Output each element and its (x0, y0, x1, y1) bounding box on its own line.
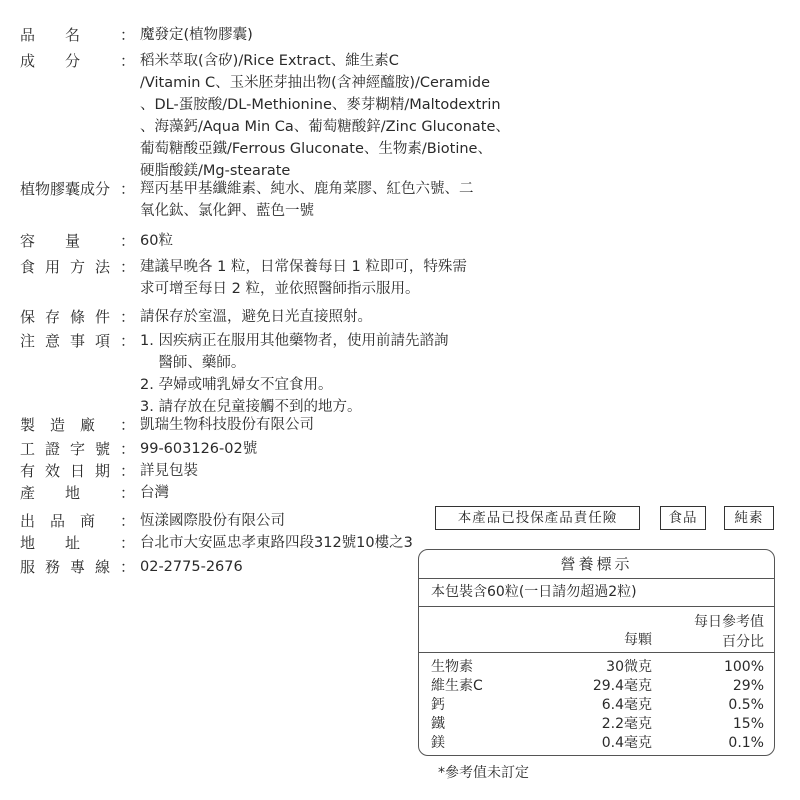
nutrient-amount: 2.2毫克 (601, 716, 652, 732)
insurance-badge: 本產品已投保產品責任險 (435, 506, 640, 530)
spec-distributor-value: 恆漾國際股份有限公司 (140, 513, 285, 529)
spec-capsule-line: 羥丙基甲基纖維素、純水、鹿角菜膠、紅色六號、二 (140, 181, 474, 197)
nutrient-pct: 100% (723, 659, 764, 675)
spec-ingredients-line: 、海藻鈣/Aqua Min Ca、葡萄糖酸鋅/Zinc Gluconate、 (140, 119, 510, 135)
spec-ingredients-line: 硬脂酸鎂/Mg-stearate (140, 163, 291, 179)
spec-address-value: 台北市大安區忠孝東路四段312號10樓之3 (140, 535, 413, 551)
spec-colon: ： (120, 558, 136, 576)
nutrient-amount: 0.4毫克 (601, 735, 652, 751)
spec-expiry-label: 有效日期 (20, 462, 121, 480)
nutrient-pct: 15% (732, 716, 764, 732)
nutrient-name: 鎂 (431, 735, 445, 751)
spec-product-label: 品 名 (20, 26, 81, 44)
spec-storage-label: 保存條件 (20, 308, 121, 326)
spec-hotline-label: 服務專線 (20, 558, 121, 576)
spec-product-value: 魔發定(植物膠囊) (140, 27, 253, 43)
spec-capacity-label: 容 量 (20, 232, 81, 250)
spec-colon: ： (120, 484, 136, 502)
spec-colon: ： (120, 512, 136, 530)
spec-colon: ： (120, 332, 136, 350)
divider (419, 652, 774, 653)
spec-capacity-value: 60粒 (140, 233, 173, 249)
spec-ingredients-label: 成 分 (20, 52, 81, 70)
spec-colon: ： (120, 180, 136, 198)
spec-manufacturer-value: 凱瑞生物科技股份有限公司 (140, 417, 314, 433)
spec-colon: ： (120, 232, 136, 250)
divider (419, 606, 774, 607)
spec-hotline-value: 02-2775-2676 (140, 559, 243, 575)
nutrient-amount: 6.4毫克 (601, 697, 652, 713)
spec-manufacturer-label: 製 造 廠 (20, 416, 96, 434)
spec-colon: ： (120, 534, 136, 552)
spec-ingredients-line: 葡萄糖酸亞鐵/Ferrous Gluconate、生物素/Biotine、 (140, 141, 492, 157)
nutrition-header-pct-line1: 每日參考值 (694, 614, 764, 630)
nutrition-footnote: *參考值未訂定 (438, 765, 529, 781)
spec-capsule-label: 植物膠囊成分 (20, 180, 111, 198)
spec-colon: ： (120, 52, 136, 70)
spec-capsule-line: 氧化鈦、氯化鉀、藍色一號 (140, 203, 314, 219)
spec-storage-value: 請保存於室溫，避免日光直接照射。 (140, 309, 372, 325)
nutrient-name: 維生素C (431, 678, 483, 694)
spec-ingredients-line: 、DL-蛋胺酸/DL-Methionine、麥芽糊精/Maltodextrin (140, 97, 501, 113)
spec-factory-reg-label: 工證字號 (20, 440, 121, 458)
spec-caution-label: 注意事項 (20, 332, 121, 350)
spec-caution-line: 醫師、藥師。 (140, 355, 246, 371)
nutrient-name: 生物素 (431, 659, 473, 675)
spec-caution-line: 1. 因疾病正在服用其他藥物者，使用前請先諮詢 (140, 333, 449, 349)
nutrient-pct: 29% (732, 678, 764, 694)
nutrition-header-per: 每顆 (624, 632, 652, 648)
nutrient-name: 鈣 (431, 697, 445, 713)
nutrient-amount: 30微克 (606, 659, 652, 675)
spec-origin-label: 產 地 (20, 484, 81, 502)
nutrient-pct: 0.5% (728, 697, 764, 713)
nutrient-pct: 0.1% (728, 735, 764, 751)
spec-usage-label: 食用方法 (20, 258, 121, 276)
spec-colon: ： (120, 26, 136, 44)
spec-caution-line: 3. 請存放在兒童接觸不到的地方。 (140, 399, 362, 415)
spec-usage-line: 建議早晚各 1 粒，日常保養每日 1 粒即可，特殊需 (140, 259, 467, 275)
nutrition-row (419, 696, 774, 714)
nutrition-header-pct (694, 612, 764, 652)
spec-usage-line: 求可增至每日 2 粒，並依照醫師指示服用。 (140, 281, 420, 297)
nutrition-row (419, 734, 774, 752)
nutrient-name: 鐵 (431, 716, 445, 732)
spec-ingredients-line: 稻米萃取(含矽)/Rice Extract、維生素C (140, 53, 399, 69)
vegan-badge: 純素 (724, 506, 774, 530)
food-badge: 食品 (660, 506, 706, 530)
spec-colon: ： (120, 462, 136, 480)
spec-colon: ： (120, 258, 136, 276)
spec-colon: ： (120, 416, 136, 434)
nutrition-panel (418, 549, 775, 756)
spec-colon: ： (120, 308, 136, 326)
spec-ingredients-line: /Vitamin C、玉米胚芽抽出物(含神經醯胺)/Ceramide (140, 75, 491, 91)
nutrition-title: 營養標示 (419, 550, 774, 579)
spec-colon: ： (120, 440, 136, 458)
nutrition-serving: 本包裝含60粒(一日請勿超過2粒) (431, 584, 637, 600)
nutrition-row (419, 677, 774, 695)
nutrition-row (419, 658, 774, 676)
nutrition-header-pct-line2: 百分比 (722, 634, 764, 650)
spec-factory-reg-value: 99-603126-02號 (140, 441, 258, 457)
spec-origin-value: 台灣 (140, 485, 169, 501)
nutrient-amount: 29.4毫克 (592, 678, 652, 694)
nutrition-row (419, 715, 774, 733)
spec-address-label: 地 址 (20, 534, 81, 552)
spec-expiry-value: 詳見包裝 (140, 463, 198, 479)
spec-caution-line: 2. 孕婦或哺乳婦女不宜食用。 (140, 377, 333, 393)
spec-distributor-label: 出 品 商 (20, 512, 96, 530)
